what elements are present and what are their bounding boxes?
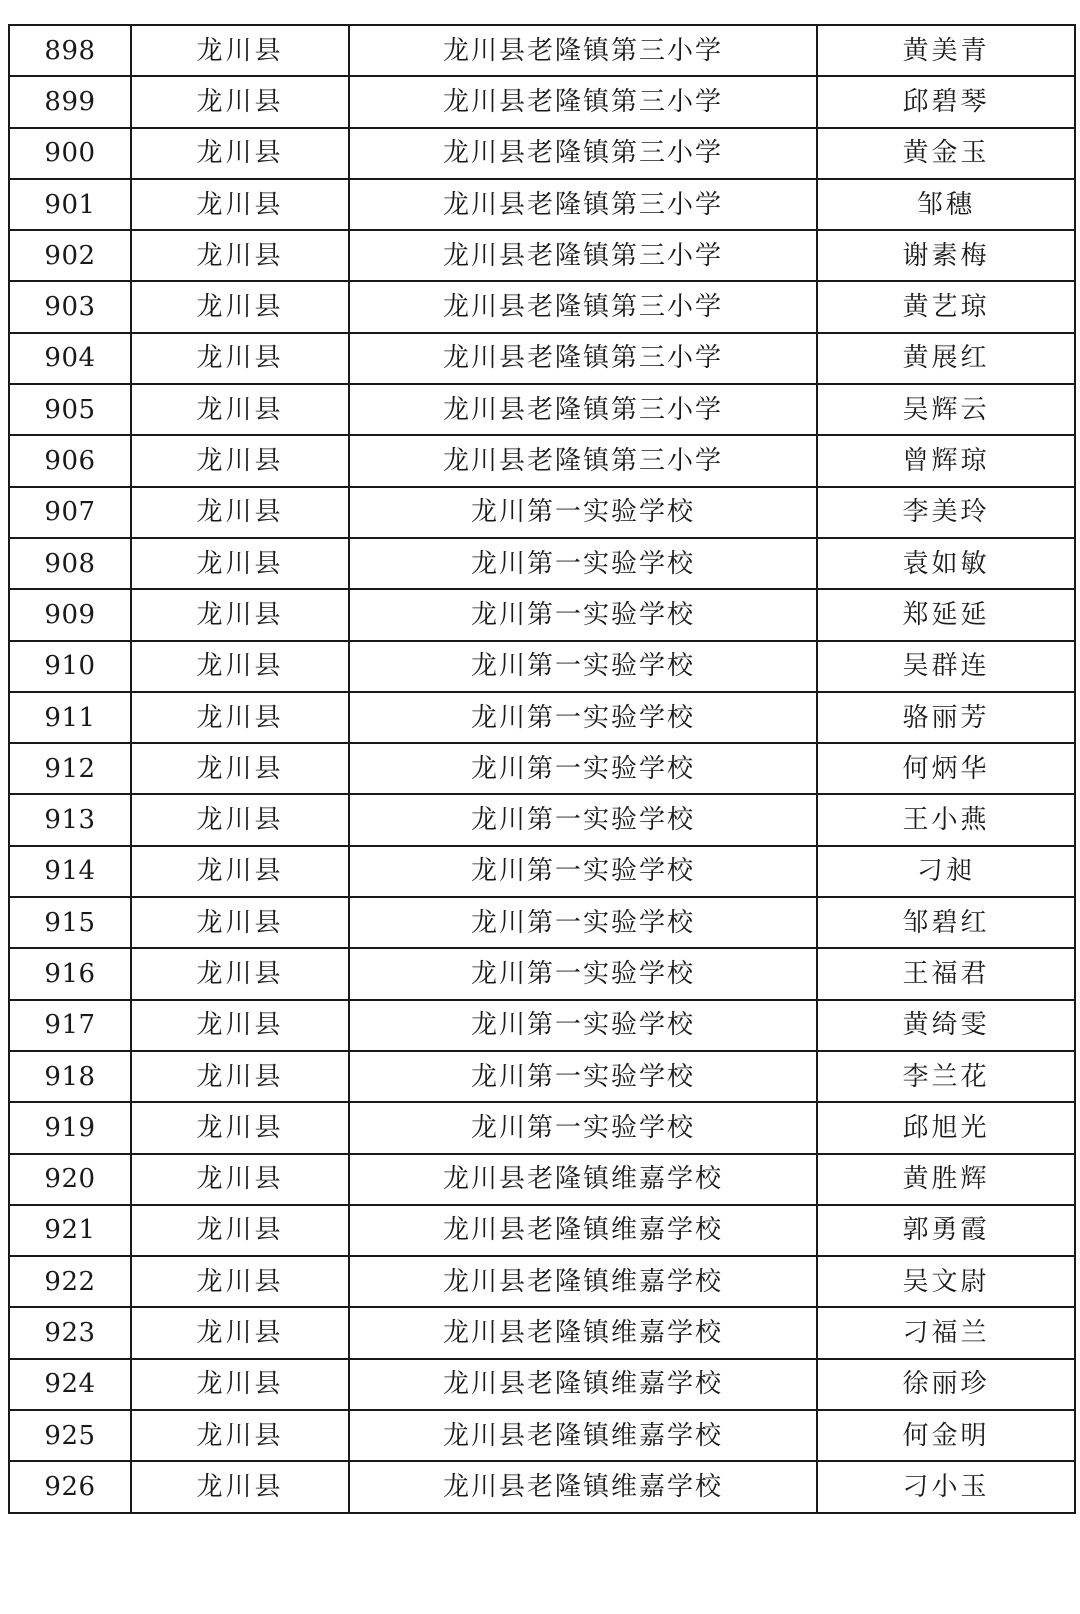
person-name-cell: 郑延延 xyxy=(817,589,1075,640)
table-row xyxy=(9,179,1075,230)
county-cell: 龙川县 xyxy=(131,1307,349,1358)
county-cell: 龙川县 xyxy=(131,435,349,486)
person-name-cell: 吴文尉 xyxy=(817,1256,1075,1307)
person-name-cell: 黄艺琼 xyxy=(817,281,1075,332)
roster-table xyxy=(8,24,1076,1514)
table-row xyxy=(9,1154,1075,1205)
county-cell: 龙川县 xyxy=(131,1461,349,1512)
person-name-cell: 王小燕 xyxy=(817,794,1075,845)
table-row xyxy=(9,230,1075,281)
school-cell: 龙川第一实验学校 xyxy=(349,1000,817,1051)
row-number-cell: 904 xyxy=(9,333,131,384)
school-cell: 龙川县老隆镇第三小学 xyxy=(349,179,817,230)
county-cell: 龙川县 xyxy=(131,692,349,743)
person-name-cell: 曾辉琼 xyxy=(817,435,1075,486)
table-row xyxy=(9,25,1075,76)
table-row xyxy=(9,384,1075,435)
person-name-cell: 郭勇霞 xyxy=(817,1205,1075,1256)
county-cell: 龙川县 xyxy=(131,1359,349,1410)
school-cell: 龙川县老隆镇第三小学 xyxy=(349,128,817,179)
school-cell: 龙川第一实验学校 xyxy=(349,897,817,948)
school-cell: 龙川县老隆镇第三小学 xyxy=(349,384,817,435)
county-cell: 龙川县 xyxy=(131,1410,349,1461)
person-name-cell: 邹穗 xyxy=(817,179,1075,230)
school-cell: 龙川县老隆镇第三小学 xyxy=(349,230,817,281)
county-cell: 龙川县 xyxy=(131,281,349,332)
county-cell: 龙川县 xyxy=(131,25,349,76)
row-number-cell: 918 xyxy=(9,1051,131,1102)
row-number-cell: 924 xyxy=(9,1359,131,1410)
person-name-cell: 黄绮雯 xyxy=(817,1000,1075,1051)
table-row xyxy=(9,281,1075,332)
row-number-cell: 909 xyxy=(9,589,131,640)
table-row xyxy=(9,1000,1075,1051)
county-cell: 龙川县 xyxy=(131,1205,349,1256)
county-cell: 龙川县 xyxy=(131,76,349,127)
person-name-cell: 王福君 xyxy=(817,948,1075,999)
county-cell: 龙川县 xyxy=(131,641,349,692)
school-cell: 龙川县老隆镇维嘉学校 xyxy=(349,1154,817,1205)
table-row xyxy=(9,1051,1075,1102)
table-row xyxy=(9,692,1075,743)
school-cell: 龙川县老隆镇维嘉学校 xyxy=(349,1359,817,1410)
row-number-cell: 926 xyxy=(9,1461,131,1512)
school-cell: 龙川第一实验学校 xyxy=(349,794,817,845)
person-name-cell: 黄胜辉 xyxy=(817,1154,1075,1205)
school-cell: 龙川县老隆镇第三小学 xyxy=(349,76,817,127)
row-number-cell: 916 xyxy=(9,948,131,999)
row-number-cell: 911 xyxy=(9,692,131,743)
county-cell: 龙川县 xyxy=(131,487,349,538)
table-row xyxy=(9,333,1075,384)
person-name-cell: 谢素梅 xyxy=(817,230,1075,281)
school-cell: 龙川第一实验学校 xyxy=(349,641,817,692)
table-row xyxy=(9,1410,1075,1461)
school-cell: 龙川县老隆镇维嘉学校 xyxy=(349,1307,817,1358)
person-name-cell: 刁小玉 xyxy=(817,1461,1075,1512)
county-cell: 龙川县 xyxy=(131,897,349,948)
county-cell: 龙川县 xyxy=(131,1000,349,1051)
row-number-cell: 920 xyxy=(9,1154,131,1205)
person-name-cell: 黄展红 xyxy=(817,333,1075,384)
table-row xyxy=(9,897,1075,948)
county-cell: 龙川县 xyxy=(131,948,349,999)
table-row xyxy=(9,435,1075,486)
row-number-cell: 910 xyxy=(9,641,131,692)
row-number-cell: 917 xyxy=(9,1000,131,1051)
school-cell: 龙川县老隆镇第三小学 xyxy=(349,333,817,384)
row-number-cell: 908 xyxy=(9,538,131,589)
county-cell: 龙川县 xyxy=(131,230,349,281)
table-row xyxy=(9,1307,1075,1358)
table-row xyxy=(9,743,1075,794)
school-cell: 龙川第一实验学校 xyxy=(349,743,817,794)
school-cell: 龙川第一实验学校 xyxy=(349,846,817,897)
table-row xyxy=(9,1461,1075,1512)
table-row xyxy=(9,1102,1075,1153)
school-cell: 龙川县老隆镇第三小学 xyxy=(349,435,817,486)
person-name-cell: 何炳华 xyxy=(817,743,1075,794)
county-cell: 龙川县 xyxy=(131,589,349,640)
person-name-cell: 何金明 xyxy=(817,1410,1075,1461)
table-row xyxy=(9,76,1075,127)
county-cell: 龙川县 xyxy=(131,179,349,230)
county-cell: 龙川县 xyxy=(131,1154,349,1205)
school-cell: 龙川第一实验学校 xyxy=(349,948,817,999)
table-row xyxy=(9,589,1075,640)
county-cell: 龙川县 xyxy=(131,794,349,845)
county-cell: 龙川县 xyxy=(131,1102,349,1153)
table-row xyxy=(9,641,1075,692)
person-name-cell: 黄美青 xyxy=(817,25,1075,76)
county-cell: 龙川县 xyxy=(131,538,349,589)
person-name-cell: 袁如敏 xyxy=(817,538,1075,589)
school-cell: 龙川第一实验学校 xyxy=(349,1051,817,1102)
row-number-cell: 919 xyxy=(9,1102,131,1153)
table-row xyxy=(9,1205,1075,1256)
school-cell: 龙川县老隆镇第三小学 xyxy=(349,281,817,332)
person-name-cell: 刁昶 xyxy=(817,846,1075,897)
school-cell: 龙川县老隆镇第三小学 xyxy=(349,25,817,76)
row-number-cell: 898 xyxy=(9,25,131,76)
row-number-cell: 901 xyxy=(9,179,131,230)
row-number-cell: 914 xyxy=(9,846,131,897)
row-number-cell: 899 xyxy=(9,76,131,127)
person-name-cell: 吴辉云 xyxy=(817,384,1075,435)
person-name-cell: 邱旭光 xyxy=(817,1102,1075,1153)
table-row xyxy=(9,1359,1075,1410)
person-name-cell: 李兰花 xyxy=(817,1051,1075,1102)
school-cell: 龙川县老隆镇维嘉学校 xyxy=(349,1410,817,1461)
row-number-cell: 903 xyxy=(9,281,131,332)
table-row xyxy=(9,538,1075,589)
county-cell: 龙川县 xyxy=(131,846,349,897)
table-row xyxy=(9,487,1075,538)
row-number-cell: 922 xyxy=(9,1256,131,1307)
school-cell: 龙川县老隆镇维嘉学校 xyxy=(349,1205,817,1256)
school-cell: 龙川第一实验学校 xyxy=(349,1102,817,1153)
row-number-cell: 900 xyxy=(9,128,131,179)
county-cell: 龙川县 xyxy=(131,384,349,435)
person-name-cell: 吴群连 xyxy=(817,641,1075,692)
row-number-cell: 921 xyxy=(9,1205,131,1256)
table-row xyxy=(9,846,1075,897)
person-name-cell: 徐丽珍 xyxy=(817,1359,1075,1410)
person-name-cell: 黄金玉 xyxy=(817,128,1075,179)
school-cell: 龙川第一实验学校 xyxy=(349,538,817,589)
person-name-cell: 邹碧红 xyxy=(817,897,1075,948)
person-name-cell: 骆丽芳 xyxy=(817,692,1075,743)
row-number-cell: 913 xyxy=(9,794,131,845)
person-name-cell: 邱碧琴 xyxy=(817,76,1075,127)
row-number-cell: 915 xyxy=(9,897,131,948)
school-cell: 龙川第一实验学校 xyxy=(349,589,817,640)
table-row xyxy=(9,948,1075,999)
table-row xyxy=(9,1256,1075,1307)
table-row xyxy=(9,128,1075,179)
county-cell: 龙川县 xyxy=(131,128,349,179)
roster-sheet xyxy=(8,24,1074,1514)
table-row xyxy=(9,794,1075,845)
school-cell: 龙川第一实验学校 xyxy=(349,487,817,538)
roster-table-body xyxy=(9,25,1075,1513)
school-cell: 龙川县老隆镇维嘉学校 xyxy=(349,1461,817,1512)
row-number-cell: 923 xyxy=(9,1307,131,1358)
person-name-cell: 刁福兰 xyxy=(817,1307,1075,1358)
county-cell: 龙川县 xyxy=(131,743,349,794)
county-cell: 龙川县 xyxy=(131,1051,349,1102)
row-number-cell: 902 xyxy=(9,230,131,281)
row-number-cell: 912 xyxy=(9,743,131,794)
county-cell: 龙川县 xyxy=(131,333,349,384)
row-number-cell: 905 xyxy=(9,384,131,435)
school-cell: 龙川县老隆镇维嘉学校 xyxy=(349,1256,817,1307)
school-cell: 龙川第一实验学校 xyxy=(349,692,817,743)
county-cell: 龙川县 xyxy=(131,1256,349,1307)
row-number-cell: 906 xyxy=(9,435,131,486)
row-number-cell: 907 xyxy=(9,487,131,538)
row-number-cell: 925 xyxy=(9,1410,131,1461)
person-name-cell: 李美玲 xyxy=(817,487,1075,538)
